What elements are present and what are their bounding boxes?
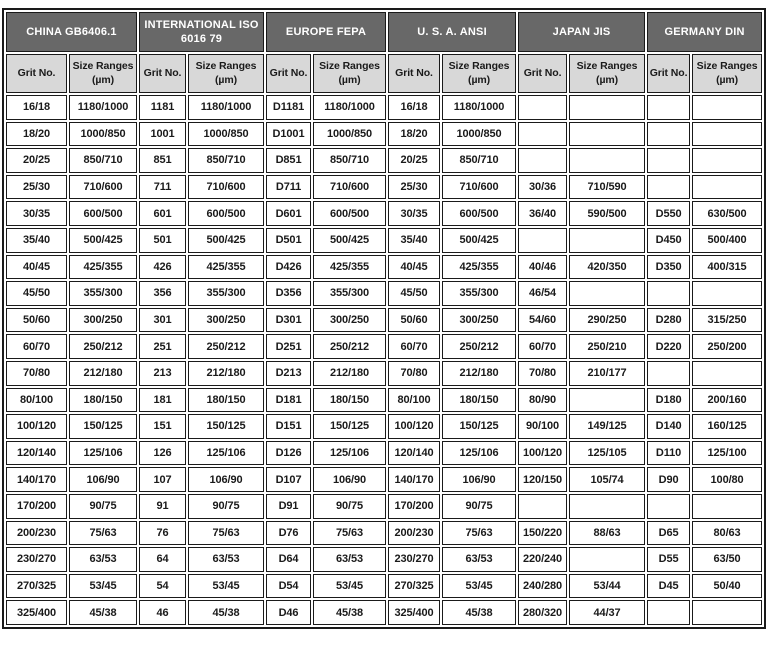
- grit-cell: [647, 122, 690, 147]
- size-cell: 400/315: [692, 255, 762, 280]
- table-row: [6, 494, 762, 519]
- grit-cell: 181: [139, 388, 186, 413]
- grit-cell: 80/90: [518, 388, 567, 413]
- grit-cell: 64: [139, 547, 186, 572]
- grit-cell: 30/35: [388, 201, 440, 226]
- grit-cell: 426: [139, 255, 186, 280]
- size-cell: 160/125: [692, 414, 762, 439]
- group-header-china-gb6406-1: CHINA GB6406.1: [6, 12, 137, 52]
- grit-cell: 46: [139, 600, 186, 625]
- size-cell: 425/355: [313, 255, 386, 280]
- grit-cell: [647, 148, 690, 173]
- size-cell: 75/63: [188, 521, 264, 546]
- size-cell: 45/38: [313, 600, 386, 625]
- size-cell: 63/53: [442, 547, 516, 572]
- size-cell: 1000/850: [188, 122, 264, 147]
- grit-cell: D110: [647, 441, 690, 466]
- size-cell: 355/300: [442, 281, 516, 306]
- size-cell: 212/180: [442, 361, 516, 386]
- grit-cell: D356: [266, 281, 311, 306]
- grit-cell: 120/140: [6, 441, 67, 466]
- group-header-row: [6, 12, 762, 52]
- size-cell: [692, 95, 762, 120]
- grit-cell: 711: [139, 175, 186, 200]
- grit-cell: D55: [647, 547, 690, 572]
- size-cell: 53/45: [69, 574, 137, 599]
- grit-cell: 151: [139, 414, 186, 439]
- size-cell: 180/150: [69, 388, 137, 413]
- grit-cell: 54/60: [518, 308, 567, 333]
- size-cell: 600/500: [442, 201, 516, 226]
- grit-cell: 200/230: [6, 521, 67, 546]
- size-cell: 500/425: [69, 228, 137, 253]
- grit-cell: 70/80: [518, 361, 567, 386]
- size-cell: 1000/850: [69, 122, 137, 147]
- grit-cell: 140/170: [6, 467, 67, 492]
- grit-cell: D65: [647, 521, 690, 546]
- grit-cell: 851: [139, 148, 186, 173]
- grit-cell: D501: [266, 228, 311, 253]
- size-cell: 850/710: [313, 148, 386, 173]
- subheader-row: [6, 54, 762, 93]
- group-header-japan-jis: JAPAN JIS: [518, 12, 645, 52]
- table-row: [6, 122, 762, 147]
- grit-cell: D107: [266, 467, 311, 492]
- grit-cell: 40/45: [6, 255, 67, 280]
- size-cell: 75/63: [313, 521, 386, 546]
- size-cell: 250/200: [692, 334, 762, 359]
- grit-cell: [518, 95, 567, 120]
- grit-cell: 100/120: [388, 414, 440, 439]
- size-cell: [692, 494, 762, 519]
- grit-cell: D45: [647, 574, 690, 599]
- size-cell: [692, 122, 762, 147]
- group-header-international-iso-6016-79: INTERNATIONAL ISO 6016 79: [139, 12, 264, 52]
- size-cell: 180/150: [313, 388, 386, 413]
- grit-no-header: Grit No.: [266, 54, 311, 93]
- size-ranges-header: Size Ranges (µm): [569, 54, 645, 93]
- size-cell: 425/355: [69, 255, 137, 280]
- grit-cell: 325/400: [6, 600, 67, 625]
- size-cell: 1180/1000: [442, 95, 516, 120]
- size-cell: 63/53: [188, 547, 264, 572]
- grit-cell: D181: [266, 388, 311, 413]
- group-header-europe-fepa: EUROPE FEPA: [266, 12, 386, 52]
- grit-cell: [647, 175, 690, 200]
- grit-cell: D91: [266, 494, 311, 519]
- size-cell: 590/500: [569, 201, 645, 226]
- grit-cell: D550: [647, 201, 690, 226]
- grit-cell: 356: [139, 281, 186, 306]
- table-row: [6, 521, 762, 546]
- size-cell: 90/75: [69, 494, 137, 519]
- grit-cell: D213: [266, 361, 311, 386]
- size-cell: 425/355: [188, 255, 264, 280]
- grit-cell: D90: [647, 467, 690, 492]
- table-row: [6, 361, 762, 386]
- grit-cell: 30/36: [518, 175, 567, 200]
- size-cell: 150/125: [313, 414, 386, 439]
- grit-cell: D280: [647, 308, 690, 333]
- size-cell: 106/90: [313, 467, 386, 492]
- size-cell: 500/425: [313, 228, 386, 253]
- grit-cell: D54: [266, 574, 311, 599]
- grit-cell: 20/25: [6, 148, 67, 173]
- grit-cell: 18/20: [388, 122, 440, 147]
- size-cell: 50/40: [692, 574, 762, 599]
- size-cell: 250/210: [569, 334, 645, 359]
- size-cell: 630/500: [692, 201, 762, 226]
- grit-cell: 76: [139, 521, 186, 546]
- table-row: [6, 574, 762, 599]
- size-cell: [569, 148, 645, 173]
- size-cell: 1180/1000: [69, 95, 137, 120]
- size-cell: 850/710: [69, 148, 137, 173]
- grit-cell: [647, 600, 690, 625]
- size-cell: 420/350: [569, 255, 645, 280]
- grit-cell: 270/325: [6, 574, 67, 599]
- size-cell: 63/50: [692, 547, 762, 572]
- size-cell: 53/45: [188, 574, 264, 599]
- grit-cell: D180: [647, 388, 690, 413]
- table-row: [6, 255, 762, 280]
- size-cell: 1000/850: [442, 122, 516, 147]
- size-cell: [569, 95, 645, 120]
- grit-cell: 60/70: [388, 334, 440, 359]
- size-cell: 315/250: [692, 308, 762, 333]
- grit-no-header: Grit No.: [518, 54, 567, 93]
- grit-cell: D1181: [266, 95, 311, 120]
- size-cell: 45/38: [69, 600, 137, 625]
- grit-cell: 140/170: [388, 467, 440, 492]
- table-row: [6, 388, 762, 413]
- table-row: [6, 281, 762, 306]
- grit-cell: 50/60: [388, 308, 440, 333]
- grit-cell: 36/40: [518, 201, 567, 226]
- size-cell: 88/63: [569, 521, 645, 546]
- size-cell: 710/600: [188, 175, 264, 200]
- grit-cell: [647, 281, 690, 306]
- size-cell: [569, 388, 645, 413]
- size-cell: 250/212: [69, 334, 137, 359]
- size-cell: [692, 175, 762, 200]
- grit-cell: 126: [139, 441, 186, 466]
- grit-cell: 170/200: [6, 494, 67, 519]
- size-cell: 53/45: [442, 574, 516, 599]
- grit-cell: 301: [139, 308, 186, 333]
- grit-cell: 45/50: [388, 281, 440, 306]
- size-cell: 710/600: [313, 175, 386, 200]
- size-cell: [569, 281, 645, 306]
- grit-cell: [647, 95, 690, 120]
- grit-cell: D301: [266, 308, 311, 333]
- size-cell: 710/590: [569, 175, 645, 200]
- grit-cell: 80/100: [6, 388, 67, 413]
- size-cell: 125/106: [442, 441, 516, 466]
- size-cell: 105/74: [569, 467, 645, 492]
- size-cell: 250/212: [313, 334, 386, 359]
- size-cell: 1000/850: [313, 122, 386, 147]
- table-row: [6, 201, 762, 226]
- grit-cell: 1001: [139, 122, 186, 147]
- grit-cell: D450: [647, 228, 690, 253]
- size-cell: 710/600: [69, 175, 137, 200]
- table-row: [6, 334, 762, 359]
- size-cell: 80/63: [692, 521, 762, 546]
- size-cell: [569, 228, 645, 253]
- size-cell: 63/53: [313, 547, 386, 572]
- size-ranges-header: Size Ranges (µm): [188, 54, 264, 93]
- grit-cell: 30/35: [6, 201, 67, 226]
- table-row: [6, 600, 762, 625]
- grit-cell: 601: [139, 201, 186, 226]
- size-cell: 850/710: [188, 148, 264, 173]
- grit-cell: D76: [266, 521, 311, 546]
- grit-no-header: Grit No.: [6, 54, 67, 93]
- size-cell: [692, 600, 762, 625]
- size-ranges-header: Size Ranges (µm): [692, 54, 762, 93]
- grit-cell: 150/220: [518, 521, 567, 546]
- grit-cell: 120/140: [388, 441, 440, 466]
- grit-cell: D220: [647, 334, 690, 359]
- grit-no-header: Grit No.: [647, 54, 690, 93]
- table-row: [6, 308, 762, 333]
- size-ranges-header: Size Ranges (µm): [313, 54, 386, 93]
- grit-cell: D64: [266, 547, 311, 572]
- size-cell: 45/38: [188, 600, 264, 625]
- grit-cell: 40/45: [388, 255, 440, 280]
- table-row: [6, 441, 762, 466]
- table-row: [6, 467, 762, 492]
- size-cell: 355/300: [69, 281, 137, 306]
- size-cell: 210/177: [569, 361, 645, 386]
- size-cell: 106/90: [442, 467, 516, 492]
- size-cell: 290/250: [569, 308, 645, 333]
- table-row: [6, 414, 762, 439]
- size-cell: 500/400: [692, 228, 762, 253]
- size-cell: 300/250: [188, 308, 264, 333]
- size-cell: 53/44: [569, 574, 645, 599]
- grit-cell: 213: [139, 361, 186, 386]
- grit-cell: 35/40: [388, 228, 440, 253]
- grit-cell: D251: [266, 334, 311, 359]
- grit-cell: 325/400: [388, 600, 440, 625]
- group-header-u-s-a-ansi: U. S. A. ANSI: [388, 12, 516, 52]
- grit-cell: 25/30: [6, 175, 67, 200]
- grit-cell: 90/100: [518, 414, 567, 439]
- grit-cell: 91: [139, 494, 186, 519]
- size-cell: [569, 122, 645, 147]
- size-cell: 150/125: [188, 414, 264, 439]
- grit-cell: 70/80: [6, 361, 67, 386]
- grit-cell: [518, 148, 567, 173]
- size-cell: 150/125: [69, 414, 137, 439]
- grit-cell: 270/325: [388, 574, 440, 599]
- grit-cell: 20/25: [388, 148, 440, 173]
- grit-no-header: Grit No.: [388, 54, 440, 93]
- size-cell: 75/63: [69, 521, 137, 546]
- grit-cell: 18/20: [6, 122, 67, 147]
- grit-cell: 200/230: [388, 521, 440, 546]
- grit-no-header: Grit No.: [139, 54, 186, 93]
- size-cell: 53/45: [313, 574, 386, 599]
- grit-cell: 120/150: [518, 467, 567, 492]
- size-cell: 355/300: [313, 281, 386, 306]
- size-cell: [569, 547, 645, 572]
- grit-cell: [518, 494, 567, 519]
- grit-cell: 80/100: [388, 388, 440, 413]
- grit-cell: 46/54: [518, 281, 567, 306]
- grit-cell: D350: [647, 255, 690, 280]
- grit-cell: [518, 228, 567, 253]
- size-cell: 1180/1000: [313, 95, 386, 120]
- grit-cell: 107: [139, 467, 186, 492]
- size-cell: 300/250: [69, 308, 137, 333]
- grit-cell: 35/40: [6, 228, 67, 253]
- size-cell: 90/75: [313, 494, 386, 519]
- size-cell: 300/250: [313, 308, 386, 333]
- grit-cell: 50/60: [6, 308, 67, 333]
- size-cell: 150/125: [442, 414, 516, 439]
- grit-cell: D851: [266, 148, 311, 173]
- grit-cell: 70/80: [388, 361, 440, 386]
- size-cell: 710/600: [442, 175, 516, 200]
- size-cell: 125/105: [569, 441, 645, 466]
- size-cell: 180/150: [188, 388, 264, 413]
- size-cell: 212/180: [69, 361, 137, 386]
- grit-cell: 54: [139, 574, 186, 599]
- grit-cell: 280/320: [518, 600, 567, 625]
- grit-cell: [647, 361, 690, 386]
- size-cell: 500/425: [188, 228, 264, 253]
- size-cell: 600/500: [69, 201, 137, 226]
- size-cell: 425/355: [442, 255, 516, 280]
- grit-cell: 60/70: [518, 334, 567, 359]
- grit-cell: D126: [266, 441, 311, 466]
- size-cell: 355/300: [188, 281, 264, 306]
- size-cell: 180/150: [442, 388, 516, 413]
- size-cell: 106/90: [69, 467, 137, 492]
- size-cell: [692, 361, 762, 386]
- size-cell: 212/180: [188, 361, 264, 386]
- grit-cell: D711: [266, 175, 311, 200]
- size-cell: [692, 281, 762, 306]
- grit-cell: 60/70: [6, 334, 67, 359]
- size-cell: 250/212: [442, 334, 516, 359]
- size-cell: 75/63: [442, 521, 516, 546]
- grit-cell: 16/18: [6, 95, 67, 120]
- size-cell: 63/53: [69, 547, 137, 572]
- grit-cell: D151: [266, 414, 311, 439]
- grit-cell: [518, 122, 567, 147]
- size-cell: 125/106: [313, 441, 386, 466]
- grit-cell: D46: [266, 600, 311, 625]
- size-ranges-header: Size Ranges (µm): [442, 54, 516, 93]
- grit-cell: 501: [139, 228, 186, 253]
- size-cell: 90/75: [188, 494, 264, 519]
- grit-cell: 100/120: [6, 414, 67, 439]
- table-row: [6, 175, 762, 200]
- grit-comparison-table: [2, 8, 766, 629]
- size-cell: 850/710: [442, 148, 516, 173]
- size-cell: [692, 148, 762, 173]
- group-header-germany-din: GERMANY DIN: [647, 12, 762, 52]
- size-cell: 100/80: [692, 467, 762, 492]
- grit-cell: 45/50: [6, 281, 67, 306]
- grit-cell: 40/46: [518, 255, 567, 280]
- size-cell: 125/100: [692, 441, 762, 466]
- grit-cell: 230/270: [6, 547, 67, 572]
- size-cell: 212/180: [313, 361, 386, 386]
- size-cell: 300/250: [442, 308, 516, 333]
- grit-cell: [647, 494, 690, 519]
- size-cell: 44/37: [569, 600, 645, 625]
- size-cell: 125/106: [188, 441, 264, 466]
- grit-cell: D426: [266, 255, 311, 280]
- size-cell: 600/500: [313, 201, 386, 226]
- table-row: [6, 547, 762, 572]
- grit-cell: 1181: [139, 95, 186, 120]
- grit-cell: D601: [266, 201, 311, 226]
- table-row: [6, 95, 762, 120]
- size-cell: 149/125: [569, 414, 645, 439]
- grit-cell: 240/280: [518, 574, 567, 599]
- size-cell: 106/90: [188, 467, 264, 492]
- table-row: [6, 148, 762, 173]
- grit-cell: 251: [139, 334, 186, 359]
- size-cell: 600/500: [188, 201, 264, 226]
- size-cell: 1180/1000: [188, 95, 264, 120]
- size-ranges-header: Size Ranges (µm): [69, 54, 137, 93]
- grit-cell: 170/200: [388, 494, 440, 519]
- size-cell: 125/106: [69, 441, 137, 466]
- grit-cell: D1001: [266, 122, 311, 147]
- table-row: [6, 228, 762, 253]
- grit-cell: 16/18: [388, 95, 440, 120]
- grit-cell: 230/270: [388, 547, 440, 572]
- grit-cell: 100/120: [518, 441, 567, 466]
- grit-cell: 25/30: [388, 175, 440, 200]
- size-cell: 45/38: [442, 600, 516, 625]
- size-cell: 250/212: [188, 334, 264, 359]
- size-cell: 200/160: [692, 388, 762, 413]
- size-cell: [569, 494, 645, 519]
- grit-cell: D140: [647, 414, 690, 439]
- grit-cell: 220/240: [518, 547, 567, 572]
- size-cell: 500/425: [442, 228, 516, 253]
- size-cell: 90/75: [442, 494, 516, 519]
